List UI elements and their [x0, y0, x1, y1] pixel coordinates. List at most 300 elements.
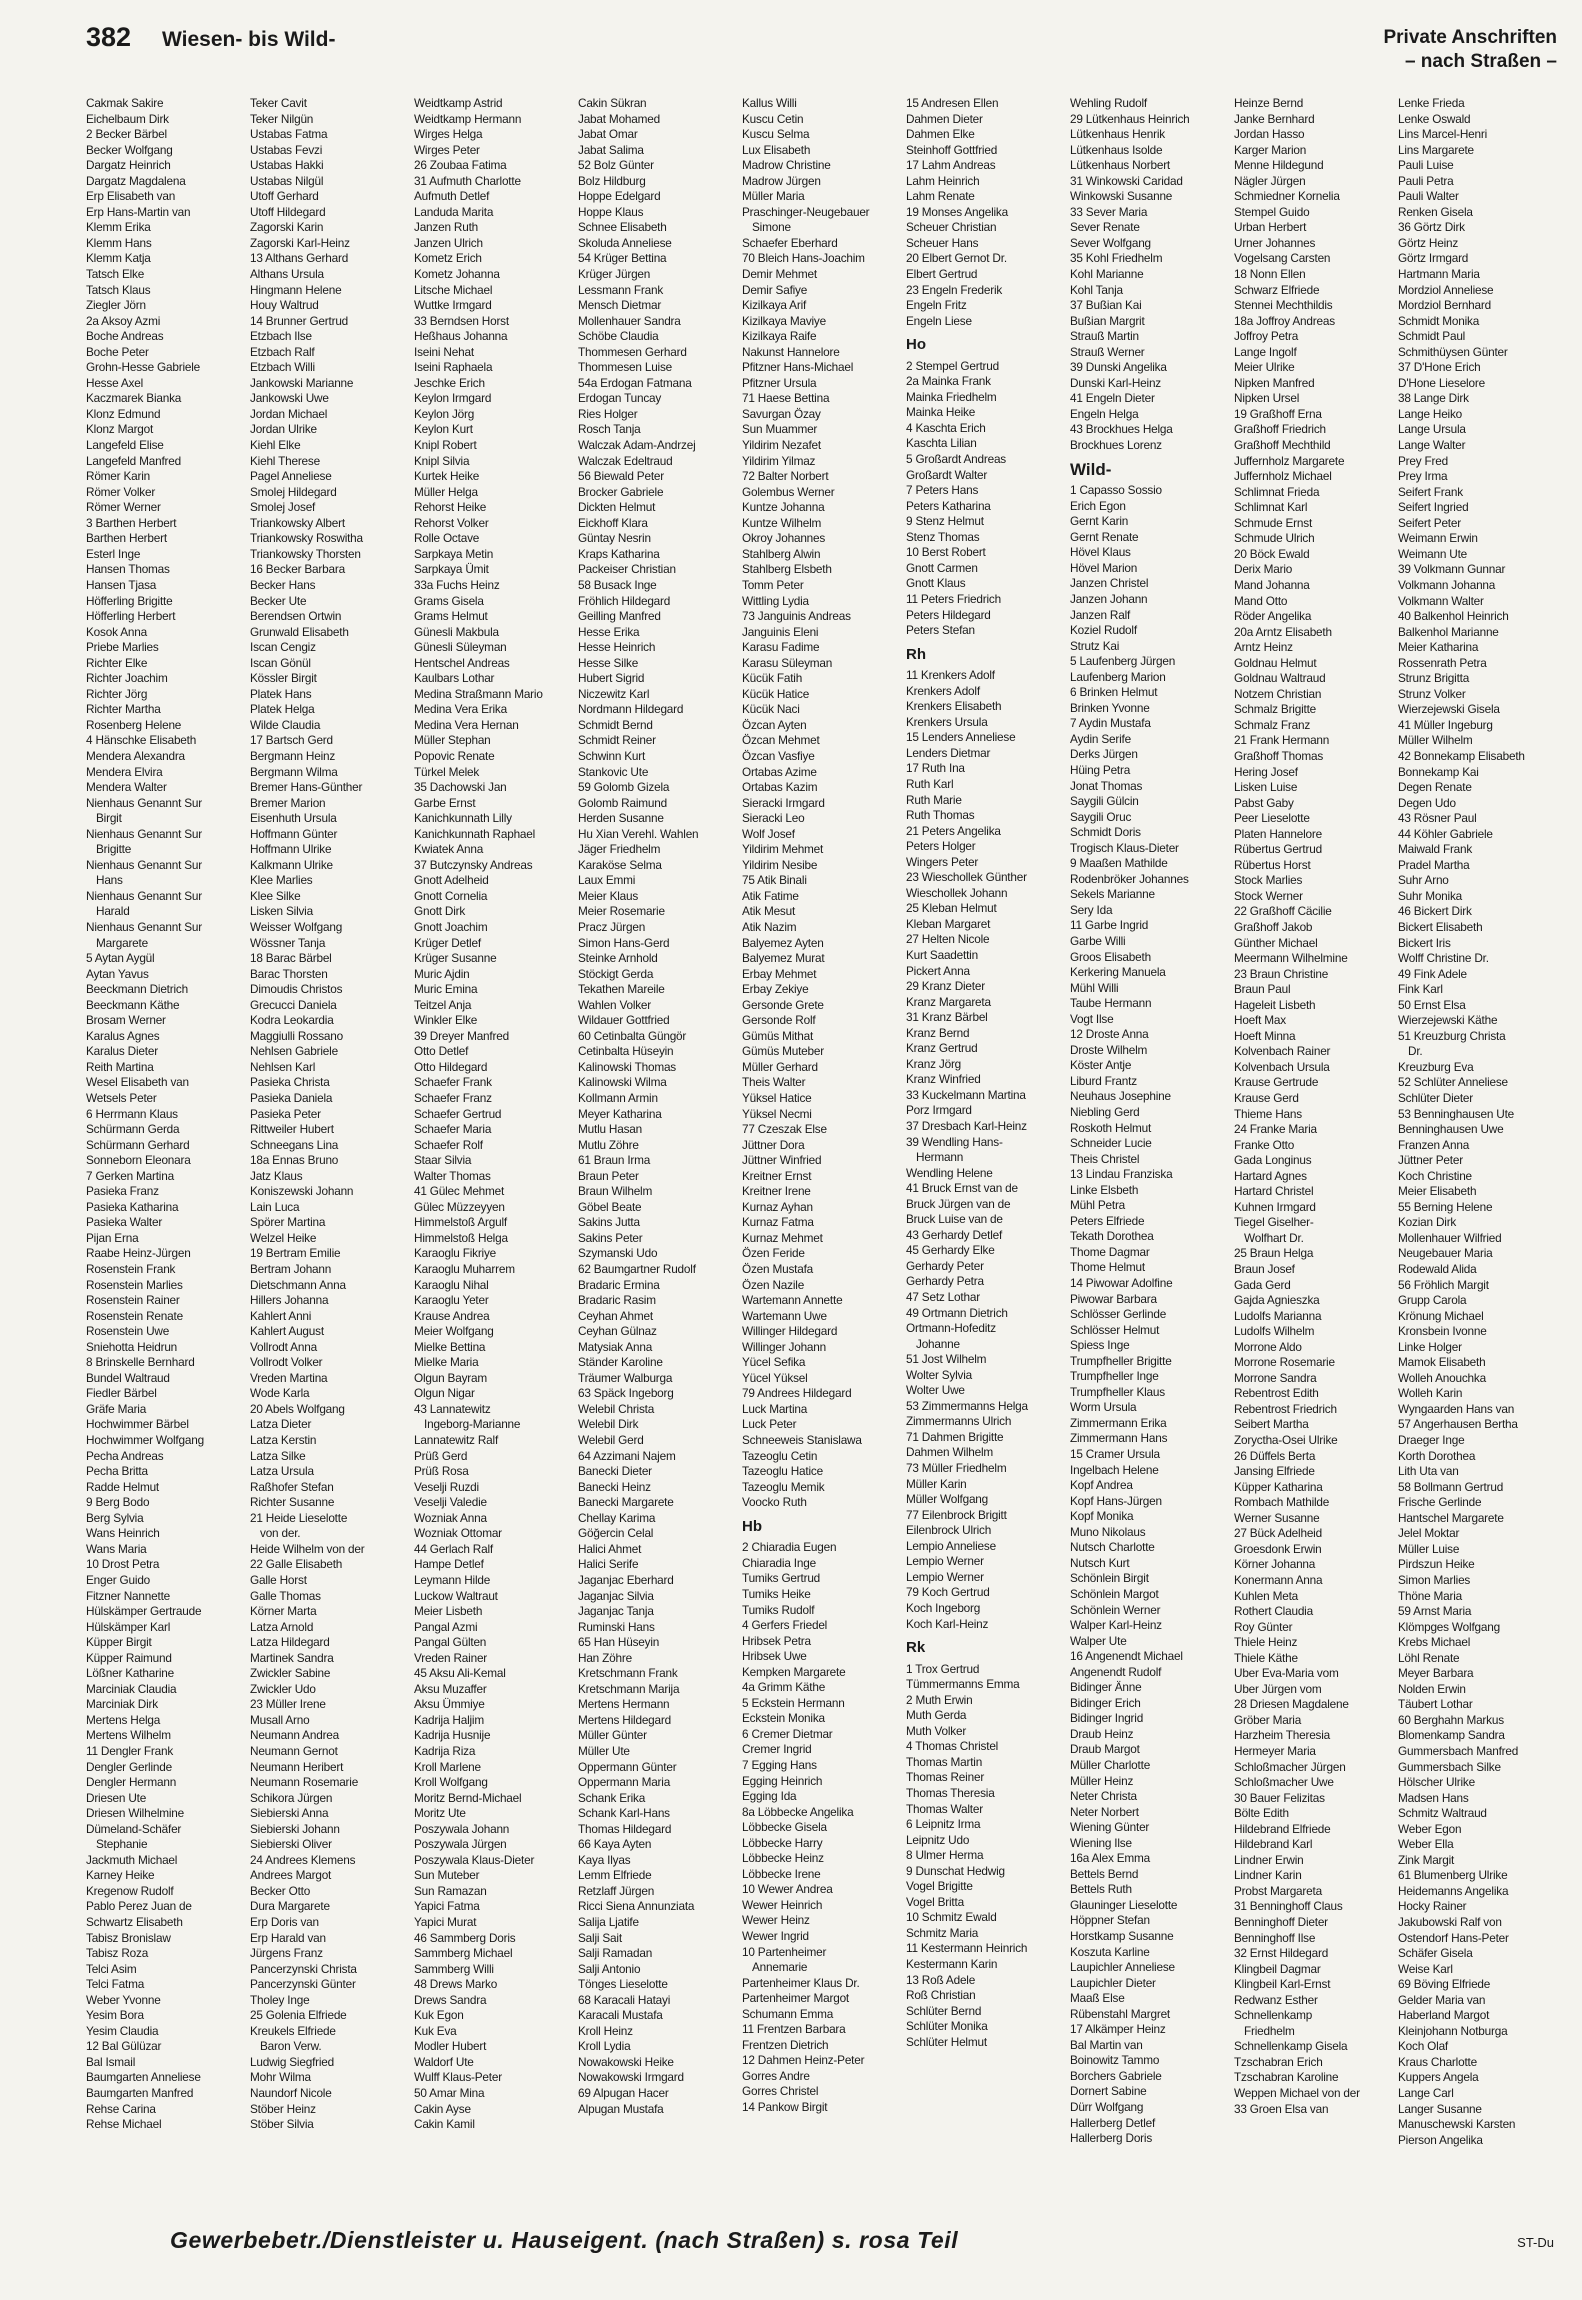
directory-entry: Nienhaus Genannt Sur [86, 795, 203, 810]
directory-entry: Probst Margareta [1234, 1883, 1322, 1898]
directory-entry: Stahlberg Elsbeth [742, 562, 832, 577]
directory-entry: Richter Susanne [250, 1495, 335, 1510]
directory-entry: 25 Kleban Helmut [906, 901, 997, 916]
directory-entry: Pangal Azmi [414, 1619, 478, 1634]
directory-entry: Arntz Heinz [1234, 640, 1293, 655]
directory-entry: 37 D'Hone Erich [1398, 360, 1481, 375]
directory-entry: Korth Dorothea [1398, 1448, 1476, 1463]
directory-entry-continuation: Ingeborg-Marianne [424, 1417, 521, 1432]
directory-entry: 8a Löbbecke Angelika [742, 1804, 854, 1819]
directory-entry: Löbbecke Irene [742, 1866, 821, 1881]
directory-entry: Nienhaus Genannt Sur [86, 826, 203, 841]
directory-entry: Kadrija Haljim [414, 1712, 484, 1727]
directory-entry: Tümmermanns Emma [906, 1677, 1020, 1692]
directory-entry: Trogisch Klaus-Dieter [1070, 840, 1179, 855]
directory-entry: 11 Peters Friedrich [906, 591, 1001, 606]
directory-entry: Partenheimer Klaus Dr. [742, 1975, 860, 1990]
directory-entry: Hildebrand Karl [1234, 1837, 1313, 1852]
directory-entry: Hüing Petra [1070, 762, 1131, 777]
directory-entry: Mertens Hermann [578, 1697, 670, 1712]
directory-entry: Hageleit Lisbeth [1234, 997, 1316, 1012]
directory-entry: Richter Martha [86, 702, 161, 717]
directory-entry: Graßhoff Jakob [1234, 919, 1313, 934]
directory-entry: Maiwald Frank [1398, 842, 1473, 857]
directory-entry: Peters Stefan [906, 623, 975, 638]
directory-entry: Weber Egon [1398, 1821, 1462, 1836]
directory-entry: Römer Werner [86, 500, 161, 515]
directory-entry: Wittling Lydia [742, 593, 809, 608]
directory-entry: 35 Dachowski Jan [414, 780, 507, 795]
section-heading: Rh [906, 645, 926, 663]
directory-entry: Wilde Claudia [250, 717, 321, 732]
directory-entry: Neumann Gernot [250, 1743, 338, 1758]
directory-entry: 29 Kranz Dieter [906, 979, 985, 994]
directory-entry: Morrone Sandra [1234, 1370, 1317, 1385]
directory-entry: Savurgan Özay [742, 406, 821, 421]
directory-entry: Höppner Stefan [1070, 1913, 1150, 1928]
directory-entry: Grams Gisela [414, 593, 484, 608]
directory-entry: Körner Marta [250, 1604, 317, 1619]
directory-entry: Berendsen Ortwin [250, 609, 342, 624]
directory-entry: Winkler Elke [414, 1013, 478, 1028]
directory-entry: Grunwald Elisabeth [250, 624, 349, 639]
directory-entry: Braun Paul [1234, 982, 1291, 997]
directory-entry: Schloßmacher Uwe [1234, 1775, 1334, 1790]
directory-entry: Franzen Anna [1398, 1137, 1470, 1152]
directory-entry: Angenendt Rudolf [1070, 1664, 1162, 1679]
directory-entry: Neumann Heribert [250, 1759, 344, 1774]
directory-entry: Schneeweis Stanislawa [742, 1433, 862, 1448]
directory-entry: Kizilkaya Maviye [742, 313, 826, 328]
directory-entry: Scheuer Hans [906, 235, 979, 250]
directory-entry: Boche Peter [86, 344, 149, 359]
directory-entry: Löhl Renate [1398, 1650, 1460, 1665]
directory-entry: Wiening Ilse [1070, 1835, 1132, 1850]
directory-entry: 31 Kranz Bärbel [906, 1010, 988, 1025]
directory-entry: Yapici Murat [414, 1914, 477, 1929]
directory-entry: Hoeft Max [1234, 1013, 1286, 1028]
directory-entry: Hantschel Margarete [1398, 1510, 1504, 1525]
directory-column [1398, 96, 1556, 2216]
directory-entry: Janzen Ulrich [414, 235, 483, 250]
directory-entry: Bickert Iris [1398, 935, 1451, 950]
directory-entry: Otto Detlef [414, 1044, 469, 1059]
directory-entry: Notzem Christian [1234, 686, 1322, 701]
directory-entry: 6 Leipnitz Irma [906, 1817, 981, 1832]
directory-entry: 19 Bertram Emilie [250, 1246, 341, 1261]
directory-entry: Kopf Monika [1070, 1509, 1134, 1524]
directory-entry: Renken Gisela [1398, 204, 1473, 219]
directory-entry: 3 Barthen Herbert [86, 515, 177, 530]
directory-entry: Kurtek Heike [414, 469, 480, 484]
directory-entry: 14 Pankow Birgit [742, 2100, 828, 2114]
directory-entry: Mand Otto [1234, 593, 1288, 608]
directory-entry: 7 Aydin Mustafa [1070, 716, 1151, 731]
directory-entry: Baumgarten Anneliese [86, 2070, 201, 2085]
directory-entry: Platen Hannelore [1234, 826, 1322, 841]
directory-entry: Kranz Margareta [906, 994, 991, 1009]
directory-entry: Klömpges Wolfgang [1398, 1619, 1500, 1634]
directory-entry: Wolleh Anouchka [1398, 1370, 1486, 1385]
directory-entry: Zagorski Karl-Heinz [250, 235, 350, 250]
directory-entry: 75 Atik Binali [742, 873, 807, 888]
directory-entry: Pfitzner Hans-Michael [742, 360, 854, 375]
directory-entry: Knipl Silvia [414, 453, 470, 468]
directory-entry: Schmalz Franz [1234, 717, 1311, 732]
directory-entry: Raabe Heinz-Jürgen [86, 1246, 191, 1261]
directory-entry: 20a Arntz Elisabeth [1234, 624, 1332, 639]
directory-entry: Pasieka Franz [86, 1184, 159, 1199]
directory-entry: Kalkmann Ulrike [250, 857, 333, 872]
directory-entry: Wössner Tanja [250, 935, 326, 950]
directory-entry: 33 Berndsen Horst [414, 313, 509, 328]
directory-entry: Wieschollek Johann [906, 885, 1008, 900]
directory-entry: Dahmen Elke [906, 127, 975, 142]
directory-entry: Tönges Lieselotte [578, 1977, 668, 1992]
directory-entry: 2a Mainka Frank [906, 374, 991, 389]
directory-entry: Heide Wilhelm von der [250, 1541, 365, 1556]
directory-entry: Baumgarten Manfred [86, 2086, 194, 2100]
directory-entry: 77 Eilenbrock Brigitt [906, 1507, 1007, 1522]
directory-entry: Schlüter Dieter [1398, 1091, 1474, 1105]
directory-entry: Stahlberg Alwin [742, 546, 821, 561]
directory-entry: 2 Muth Erwin [906, 1692, 973, 1707]
directory-entry: 11 Garbe Ingrid [1070, 918, 1149, 933]
directory-entry: Luckow Waltraut [414, 1588, 498, 1603]
directory-entry: Eickhoff Klara [578, 515, 648, 530]
directory-entry: Jaganjac Silvia [578, 1588, 654, 1603]
directory-entry: Maggiulli Rossano [250, 1028, 343, 1043]
directory-entry: 1 Trox Gertrud [906, 1661, 980, 1676]
directory-entry: Peters Holger [906, 839, 976, 854]
directory-entry: Erp Harald van [250, 1930, 326, 1945]
directory-entry: 69 Böving Elfriede [1398, 1977, 1491, 1992]
page-number: 382 [86, 22, 132, 52]
directory-entry: Rehorst Heike [414, 500, 487, 515]
directory-entry: Körner Johanna [1234, 1557, 1316, 1572]
directory-entry: Sonneborn Eleonara [86, 1153, 191, 1168]
directory-entry: Kranz Winfried [906, 1072, 981, 1087]
directory-entry: Welzel Heike [250, 1230, 317, 1245]
directory-entry: Platek Hans [250, 686, 312, 701]
directory-entry: Aufmuth Detlef [414, 189, 490, 204]
directory-entry: Ustabas Hakki [250, 158, 324, 173]
directory-entry: Rombach Mathilde [1234, 1495, 1330, 1510]
directory-entry: Krönung Michael [1398, 1308, 1484, 1323]
directory-entry: Kraus Charlotte [1398, 2054, 1477, 2069]
directory-entry: 33a Fuchs Heinz [414, 577, 500, 592]
directory-entry: Muth Volker [906, 1723, 967, 1738]
directory-entry: Özcan Ayten [742, 717, 807, 732]
directory-entry: Poszywala Johann [414, 1821, 510, 1836]
directory-entry: Bal Martin van [1070, 2037, 1143, 2052]
directory-entry: Neumann Rosemarie [250, 1775, 359, 1790]
directory-entry: 27 Helten Nicole [906, 932, 990, 947]
directory-entry: Volkmann Walter [1398, 593, 1484, 608]
directory-entry: Jäger Friedhelm [578, 842, 661, 857]
directory-entry: Groos Elisabeth [1070, 949, 1151, 964]
directory-entry: Hartmann Maria [1398, 267, 1480, 282]
directory-entry: 31 Benninghoff Claus [1234, 1899, 1343, 1914]
directory-entry: Krenkers Adolf [906, 683, 980, 698]
directory-entry: Pickert Anna [906, 963, 970, 978]
directory-entry: Pradel Martha [1398, 857, 1470, 872]
directory-entry: Popovic Renate [414, 748, 495, 763]
directory-entry: Lempio Werner [906, 1554, 984, 1569]
directory-entry: Stock Marlies [1234, 873, 1303, 888]
directory-entry: Pauli Luise [1398, 158, 1454, 173]
directory-entry: Eisenhuth Ursula [250, 811, 337, 826]
directory-entry: Lahm Heinrich [906, 173, 980, 188]
directory-entry: Bradaric Rasim [578, 1293, 656, 1308]
directory-entry: Schürmann Gerhard [86, 1137, 190, 1152]
directory-entry: Löbbecke Gisela [742, 1820, 827, 1835]
directory-entry: Mand Johanna [1234, 577, 1310, 592]
directory-entry: Gernt Karin [1070, 514, 1129, 529]
directory-entry: Tekathen Mareile [578, 982, 665, 997]
directory-entry: Nolden Erwin [1398, 1681, 1466, 1696]
directory-entry: Medina Vera Erika [414, 702, 507, 717]
running-head-line-1: Private Anschriften [1383, 27, 1557, 48]
directory-entry: Zagorski Karin [250, 220, 324, 235]
directory-entry: Pijan Erna [86, 1230, 139, 1245]
directory-entry: Lux Elisabeth [742, 142, 811, 157]
directory-entry: Kurnaz Mehmet [742, 1230, 823, 1245]
directory-entry: Kronsbein Ivonne [1398, 1324, 1487, 1339]
directory-entry: 61 Braun Irma [578, 1153, 651, 1168]
directory-entry: 46 Sammberg Doris [414, 1930, 516, 1945]
directory-entry: Hövel Marion [1070, 560, 1138, 575]
directory-entry: Lempio Anneliese [906, 1538, 996, 1553]
directory-entry-continuation: Hermann [916, 1150, 964, 1165]
directory-entry: Laupichler Dieter [1070, 1975, 1156, 1990]
directory-entry: Löbbecke Heinz [742, 1851, 824, 1866]
directory-entry: Braun Peter [578, 1168, 639, 1183]
directory-entry: 18a Ennas Bruno [250, 1153, 339, 1168]
directory-entry: Nienhaus Genannt Sur [86, 888, 203, 903]
directory-entry: Muric Ajdin [414, 966, 470, 981]
directory-entry: Weisser Wolfgang [250, 919, 343, 934]
directory-entry: Gersonde Rolf [742, 1013, 816, 1028]
directory-entry: Leipnitz Udo [906, 1832, 970, 1847]
directory-entry: Mensch Dietmar [578, 298, 662, 313]
directory-entry: Telci Asim [86, 1961, 137, 1976]
directory-entry: Kurnaz Fatma [742, 1215, 814, 1230]
directory-entry: 16 Angenendt Michael [1070, 1649, 1183, 1664]
directory-entry: Müller Günter [578, 1728, 647, 1743]
directory-entry: 26 Düffels Berta [1234, 1448, 1316, 1463]
directory-entry: 4a Grimm Käthe [742, 1680, 826, 1695]
directory-entry: Ingelbach Helene [1070, 1462, 1159, 1477]
directory-entry: Kerkering Manuela [1070, 965, 1166, 980]
directory-entry: Stempel Guido [1234, 204, 1310, 219]
directory-entry: Schank Erika [578, 1790, 646, 1805]
directory-entry: 48 Drews Marko [414, 1977, 498, 1992]
directory-entry: Redwanz Esther [1234, 1992, 1318, 2007]
footer-note: Gewerbebetr./Dienstleister u. Hauseigent. (nach Straßen) s. rosa Teil [170, 2227, 959, 2253]
directory-entry: Großardt Walter [906, 467, 988, 482]
directory-entry: 52 Schlüter Anneliese [1398, 1075, 1508, 1090]
directory-entry: Wewer Ingrid [742, 1928, 809, 1943]
directory-entry: Schlüter Bernd [906, 2003, 982, 2018]
directory-entry: Utoff Hildegard [250, 204, 326, 219]
directory-entry: Latza Hildegard [250, 1635, 330, 1650]
directory-entry: Mielke Bettina [414, 1339, 486, 1354]
directory-entry: Derks Jürgen [1070, 747, 1138, 762]
directory-entry: Werner Susanne [1234, 1510, 1320, 1525]
directory-column [906, 96, 1064, 2216]
directory-entry: Jaganjac Tanja [578, 1604, 654, 1619]
directory-entry: Mühl Petra [1070, 1198, 1126, 1213]
directory-entry: Schlösser Gerlinde [1070, 1307, 1167, 1322]
directory-entry: Lange Ursula [1398, 422, 1466, 437]
directory-entry: Keylon Kurt [414, 422, 473, 437]
directory-entry: Schmidt Doris [1070, 825, 1141, 840]
directory-entry: Kiehl Elke [250, 438, 301, 453]
directory-entry: Mollenhauer Wilfried [1398, 1230, 1502, 1245]
directory-entry: 25 Braun Helga [1234, 1246, 1314, 1261]
directory-entry: Bradaric Ermina [578, 1277, 660, 1292]
directory-entry: 4 Kaschta Erich [906, 420, 986, 435]
directory-entry: Neter Christa [1070, 1789, 1137, 1804]
directory-entry: Wahlen Volker [578, 997, 652, 1012]
directory-entry: Galle Horst [250, 1572, 307, 1587]
directory-entry: Balyemez Murat [742, 951, 825, 966]
directory-entry: Sun Ramazan [414, 1883, 487, 1898]
directory-entry-continuation: von der. [260, 1526, 301, 1541]
directory-entry: 56 Biewald Peter [578, 469, 664, 484]
directory-entry: Esterl Inge [86, 546, 141, 561]
directory-entry: Meier Elisabeth [1398, 1184, 1477, 1199]
directory-entry: Neuhaus Josephine [1070, 1089, 1171, 1104]
directory-entry: Horstkamp Susanne [1070, 1928, 1174, 1943]
directory-entry: 7 Peters Hans [906, 483, 979, 498]
directory-entry: 79 Andrees Hildegard [742, 1386, 852, 1401]
directory-entry: 13 Althans Gerhard [250, 251, 349, 266]
directory-entry: Marciniak Claudia [86, 1681, 177, 1696]
directory-entry: Nakunst Hannelore [742, 344, 840, 359]
directory-entry: 17 Ruth Ina [906, 761, 965, 776]
directory-entry: Halici Serife [578, 1557, 639, 1572]
directory-entry: Cremer Ingrid [742, 1742, 812, 1757]
directory-entry: Muno Nikolaus [1070, 1524, 1146, 1539]
directory-entry: Poszywala Jürgen [414, 1837, 507, 1852]
directory-entry: Grupp Carola [1398, 1293, 1467, 1308]
directory-entry: Ortabas Azime [742, 764, 817, 779]
directory-entry: Muric Emina [414, 982, 478, 997]
directory-entry: Tumiks Rudolf [742, 1602, 815, 1617]
directory-entry: 23 Müller Irene [250, 1697, 326, 1712]
directory-entry: Kranz Gertrud [906, 1041, 978, 1056]
directory-entry: Iseini Raphaela [414, 360, 493, 375]
directory-entry: Dargatz Heinrich [86, 158, 171, 173]
directory-entry: 35 Kohl Friedhelm [1070, 251, 1163, 266]
directory-entry: Nienhaus Genannt Sur [86, 857, 203, 872]
directory-entry: Matysiak Anna [578, 1339, 653, 1354]
directory-entry: Müller Karin [906, 1476, 967, 1491]
directory-entry: Uber Jürgen vom [1234, 1681, 1322, 1696]
directory-entry: 8 Ulmer Herma [906, 1848, 984, 1863]
directory-entry: Beeckmann Käthe [86, 997, 180, 1012]
directory-entry: Linke Holger [1398, 1339, 1462, 1354]
directory-entry: Rittweiler Hubert [250, 1122, 334, 1137]
directory-entry: Kurnaz Ayhan [742, 1199, 813, 1214]
directory-entry: Sammberg Willi [414, 1961, 494, 1976]
directory-entry: Hövel Klaus [1070, 545, 1131, 560]
directory-entry: Schwartz Elisabeth [86, 1914, 183, 1929]
directory-entry: Kolvenbach Rainer [1234, 1044, 1331, 1059]
directory-entry: Sammberg Michael [414, 1946, 513, 1961]
directory-entry: Telci Fatma [86, 1977, 145, 1992]
directory-entry: Gada Longinus [1234, 1153, 1312, 1168]
directory-entry: Görtz Heinz [1398, 235, 1459, 250]
directory-entry: Muth Gerda [906, 1708, 967, 1723]
directory-entry: Rodewald Alida [1398, 1262, 1477, 1277]
directory-column [1070, 96, 1228, 2216]
directory-entry: Thomas Hildegard [578, 1821, 672, 1836]
directory-entry: 36 Görtz Dirk [1398, 220, 1465, 235]
directory-entry: Luck Martina [742, 1401, 808, 1416]
directory-entry: Sun Muteber [414, 1868, 480, 1883]
directory-entry: Yücel Yüksel [742, 1370, 808, 1385]
directory-entry: Nutsch Charlotte [1070, 1540, 1155, 1555]
directory-entry: 49 Ortmann Dietrich [906, 1305, 1008, 1320]
directory-entry: Kuntze Johanna [742, 500, 825, 515]
directory-entry: Praschinger-Neugebauer [742, 204, 870, 219]
directory-entry: 21 Frank Hermann [1234, 733, 1330, 748]
directory-entry: Yüksel Hatice [742, 1091, 812, 1105]
directory-entry: Kizilkaya Arif [742, 298, 807, 313]
directory-entry: Krebs Michael [1398, 1635, 1471, 1650]
directory-entry: Herden Susanne [578, 811, 664, 826]
page-footer [0, 2223, 1582, 2263]
directory-entry: Träumer Walburga [578, 1370, 673, 1385]
directory-entry: Porz Irmgard [906, 1103, 972, 1118]
directory-entry: Etzbach Ralf [250, 344, 315, 359]
directory-entry: Sniehotta Heidrun [86, 1339, 178, 1354]
directory-entry: Balyemez Ayten [742, 935, 824, 950]
directory-entry: Bergmann Wilma [250, 764, 338, 779]
directory-entry: Urban Herbert [1234, 220, 1307, 235]
directory-entry: Lins Marcel-Henri [1398, 127, 1488, 142]
directory-entry: 53 Benninghausen Ute [1398, 1106, 1515, 1121]
directory-entry: Hering Josef [1234, 764, 1298, 779]
directory-entry: 2a Aksoy Azmi [86, 313, 161, 328]
directory-entry: Berg Sylvia [86, 1510, 144, 1525]
directory-entry: 20 Elbert Gernot Dr. [906, 251, 1007, 266]
directory-entry: Tzschabran Erich [1234, 2054, 1323, 2069]
directory-entry: Richter Joachim [86, 671, 168, 686]
directory-entry: Schlimnat Karl [1234, 500, 1308, 515]
directory-entry: Teker Nilgün [250, 111, 314, 126]
directory-entry: 28 Driesen Magdalene [1234, 1697, 1349, 1712]
directory-entry: Fink Karl [1398, 982, 1443, 997]
directory-entry: Kreuzburg Eva [1398, 1059, 1474, 1074]
directory-column [86, 96, 244, 2216]
directory-entry: Gnott Klaus [906, 576, 966, 591]
directory-entry: Spörer Martina [250, 1215, 326, 1230]
directory-column [1234, 96, 1392, 2216]
directory-entry: Dietschmann Anna [250, 1277, 346, 1292]
directory-entry: 72 Balter Norbert [742, 469, 829, 484]
directory-entry: Elbert Gertrud [906, 267, 978, 282]
directory-entry: Yildirim Nezafet [742, 438, 821, 453]
directory-entry: Kosok Anna [86, 624, 147, 639]
directory-entry: Stöber Heinz [250, 2101, 316, 2116]
directory-entry: Walczak Edeltraud [578, 453, 673, 468]
directory-entry: Welebil Gerd [578, 1433, 644, 1448]
directory-entry: Pauli Petra [1398, 173, 1454, 188]
